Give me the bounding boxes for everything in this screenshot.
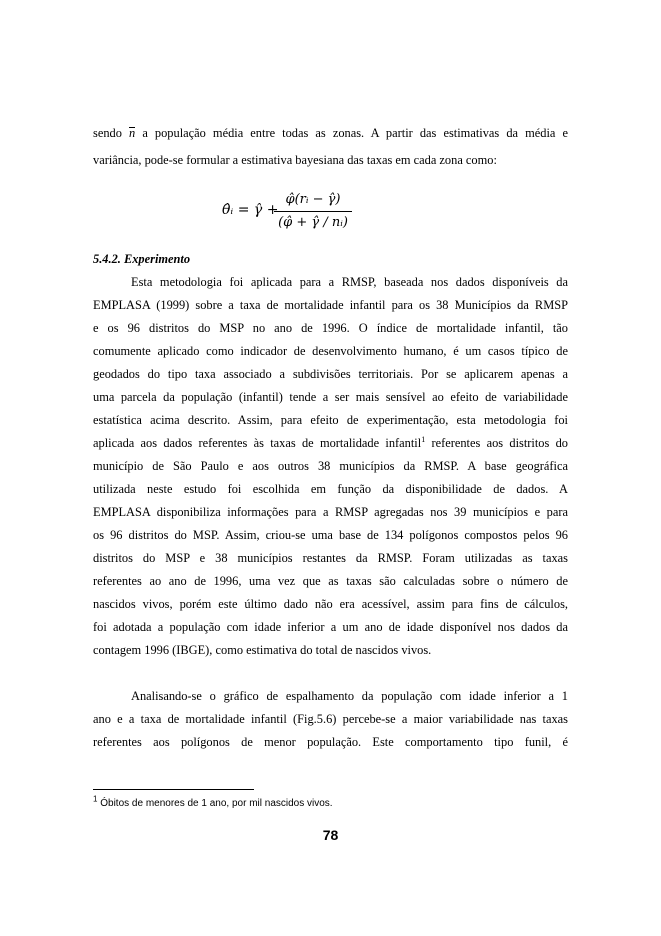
paragraph-line: EMPLASA disponibiliza informações para a RMSP agregadas nos 39 municípios e para: [93, 505, 568, 519]
fraction-bar: [274, 211, 352, 212]
footnote-divider: [93, 789, 254, 790]
paragraph-line: distritos do MSP e 38 municípios restantes da RMSP. Foram utilizadas as taxas: [93, 551, 568, 565]
paragraph-line: os 96 distritos do MSP. Assim, criou-se uma base de 134 polígonos compostos pelos 96: [93, 528, 568, 542]
paragraph-line: EMPLASA (1999) sobre a taxa de mortalidade infantil para os 38 Municípios da RMSP: [93, 298, 568, 312]
bayesian-estimate-formula: [222, 190, 352, 240]
footnote: $^1$ Óbitos de menores de 1 ano, por mil nascidos vivos.: [93, 794, 333, 809]
page-number: 78: [322, 827, 339, 843]
intro-line-1: sendo n a população média entre todas as zonas. A partir das estimativas da média e: [93, 126, 568, 140]
paragraph-line: comumente aplicado como indicador de desenvolvimento humano, é um casos típico de: [93, 344, 568, 358]
paragraph-line: geodados do tipo taxa associado a subdivisões territoriais. Por se aplicarem apenas a: [93, 367, 568, 381]
paragraph-line: Analisando-se o gráfico de espalhamento da população com idade inferior a 1: [131, 689, 568, 703]
paragraph-line: utilizada neste estudo foi escolhida em função da disponibilidade de dados. A: [93, 482, 568, 496]
section-heading: 5.4.2. Experimento: [93, 252, 191, 266]
paragraph-line-last: contagem 1996 (IBGE), como estimativa do total de nascidos vivos.: [93, 643, 432, 657]
n-bar-variable: n: [129, 126, 136, 140]
paragraph-line: referentes aos polígonos de menor população. Este comportamento tipo funil, é: [93, 735, 568, 749]
paragraph-line: ano e a taxa de mortalidade infantil (Fig.5.6) percebe-se a maior variabilidade nas taxas: [93, 712, 568, 726]
paragraph-line: município de São Paulo e aos outros 38 municípios da RMSP. A base geográfica: [93, 459, 568, 473]
paragraph-line: referentes ao ano de 1996, uma vez que as taxas são calculadas sobre o número de: [93, 574, 568, 588]
paragraph-line: Esta metodologia foi aplicada para a RMSP, baseada nos dados disponíveis da: [131, 275, 568, 289]
footnote-marker: 1: [93, 794, 98, 804]
intro-line-2: variância, pode-se formular a estimativa bayesiana das taxas em cada zona como:: [93, 153, 497, 167]
paragraph-line: foi adotada a população com idade inferior a um ano de idade disponível nos dados da: [93, 620, 568, 634]
paragraph-line: e os 96 distritos do MSP no ano de 1996. O índice de mortalidade infantil, tão: [93, 321, 568, 335]
formula-lhs: θ̂ᵢ = γ̂ +: [222, 202, 279, 218]
formula-denominator: (φ̂ + γ̂ / nᵢ): [278, 215, 348, 230]
paragraph-line: uma parcela da população (infantil) tende a ser mais sensível ao efeito de variabilidade: [93, 390, 568, 404]
paragraph-line: nascidos vivos, porém este último dado não era acessível, assim para fins de cálculos,: [93, 597, 568, 611]
formula-numerator: φ̂(rᵢ − γ̂): [285, 192, 341, 207]
paragraph-line-with-footnote: aplicada aos dados referentes às taxas de mortalidade infantil$^1$ referentes aos distritos do: [93, 434, 568, 450]
footnote-reference: 1: [421, 434, 426, 444]
formula-fraction: [274, 190, 352, 233]
paragraph-line: estatística acima descrito. Assim, para efeito de experimentação, esta metodologia foi: [93, 413, 568, 427]
